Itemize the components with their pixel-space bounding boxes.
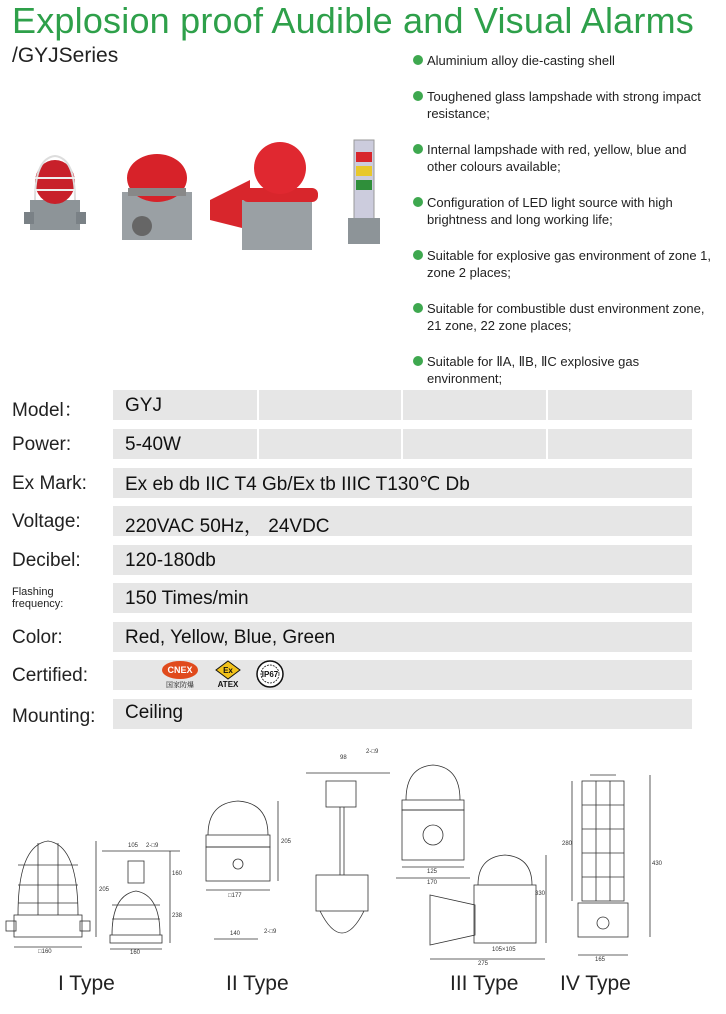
- spec-row-voltage: Voltage: 220VAC 50Hz， 24VDC: [0, 506, 726, 536]
- svg-text:105: 105: [128, 843, 139, 849]
- svg-text:□177: □177: [228, 893, 242, 899]
- cert-logos: [160, 660, 290, 690]
- product-photos: [20, 130, 400, 260]
- spec-row-power: Power: 5-40W: [0, 429, 726, 459]
- feature-item: Toughened glass lampshade with strong impact resistance;: [412, 88, 712, 122]
- feature-item: Internal lampshade with red, yellow, blue and other colours available;: [412, 141, 712, 175]
- svg-text:330: 330: [535, 891, 546, 897]
- product-photo-tower-lamp: [348, 140, 380, 244]
- page-subtitle: /GYJSeries: [12, 44, 119, 67]
- svg-text:165: 165: [595, 957, 606, 963]
- drawing-type-4: [562, 775, 663, 963]
- row-band: [113, 429, 692, 459]
- atex-logo: [216, 661, 240, 689]
- dimension-drawings: [0, 745, 726, 970]
- svg-text:□160: □160: [38, 949, 52, 955]
- spec-row-model: Model： GYJ: [0, 390, 726, 420]
- drawing-type-1: [6, 841, 183, 956]
- type-label-4: IV Type: [560, 972, 631, 995]
- svg-text:105×105: 105×105: [492, 947, 516, 953]
- svg-text:430: 430: [652, 861, 663, 867]
- product-photo-horn-lamp: [210, 142, 318, 250]
- svg-text:国家防爆: 国家防爆: [166, 681, 194, 689]
- bullet-icon: [413, 91, 423, 101]
- bullet-icon: [413, 144, 423, 154]
- row-band: [113, 699, 692, 729]
- feature-list: [412, 52, 712, 387]
- svg-text:205: 205: [99, 887, 110, 893]
- bullet-icon: [413, 55, 423, 65]
- spec-row-certified: Certified: CNEX 国家防爆 Ex ATEX IP67: [0, 660, 726, 690]
- svg-text:2-□9: 2-□9: [366, 749, 379, 755]
- svg-text:170: 170: [427, 880, 438, 886]
- svg-text:125: 125: [427, 869, 438, 875]
- drawing-type-2: [206, 749, 390, 939]
- svg-text:Ex: Ex: [223, 666, 233, 675]
- bullet-icon: [413, 356, 423, 366]
- drawing-type-3: [396, 765, 546, 967]
- feature-item: Suitable for explosive gas environment of zone 1, zone 2 places;: [412, 247, 712, 281]
- cnex-logo: [162, 661, 198, 689]
- spec-row-exmark: Ex Mark: Ex eb db IIC T4 Gb/Ex tb IIIC T130℃ Db: [0, 468, 726, 498]
- bullet-icon: [413, 250, 423, 260]
- svg-text:2-□9: 2-□9: [264, 929, 277, 935]
- feature-item: Configuration of LED light source with high brightness and long working life;: [412, 194, 712, 228]
- spec-row-decibel: Decibel: 120-180db: [0, 545, 726, 575]
- svg-text:205: 205: [281, 839, 292, 845]
- type-label-1: I Type: [58, 972, 115, 995]
- svg-text:275: 275: [478, 961, 489, 967]
- bullet-icon: [413, 303, 423, 313]
- feature-item: Aluminium alloy die-casting shell: [412, 52, 712, 69]
- feature-item: Suitable for combustible dust environment zone, 21 zone, 22 zone places;: [412, 300, 712, 334]
- svg-text:160: 160: [130, 950, 141, 956]
- svg-text:238: 238: [172, 913, 183, 919]
- svg-text:160: 160: [172, 871, 183, 877]
- svg-text:ATEX: ATEX: [217, 680, 239, 689]
- product-photo-dome-lamp: [122, 154, 192, 240]
- ip67-logo: [257, 661, 283, 687]
- svg-text:280: 280: [562, 841, 573, 847]
- spec-row-color: Color: Red, Yellow, Blue, Green: [0, 622, 726, 652]
- svg-text:140: 140: [230, 931, 241, 937]
- spec-row-mounting: Mounting: Ceiling: [0, 699, 726, 729]
- type-label-3: III Type: [450, 972, 519, 995]
- page-title: Explosion proof Audible and Visual Alarms: [12, 0, 694, 41]
- svg-text:CNEX: CNEX: [167, 665, 193, 675]
- svg-text:98: 98: [340, 755, 347, 761]
- svg-text:2-□9: 2-□9: [146, 843, 159, 849]
- product-photo-caged-lamp: [24, 156, 86, 230]
- type-label-2: II Type: [226, 972, 289, 995]
- row-band: [113, 390, 692, 420]
- feature-item: Suitable for ⅡA, ⅡB, ⅡC explosive gas environment;: [412, 353, 712, 387]
- bullet-icon: [413, 197, 423, 207]
- spec-row-flashing: Flashing frequency: 150 Times/min: [0, 583, 726, 613]
- svg-text:IP67: IP67: [261, 670, 279, 679]
